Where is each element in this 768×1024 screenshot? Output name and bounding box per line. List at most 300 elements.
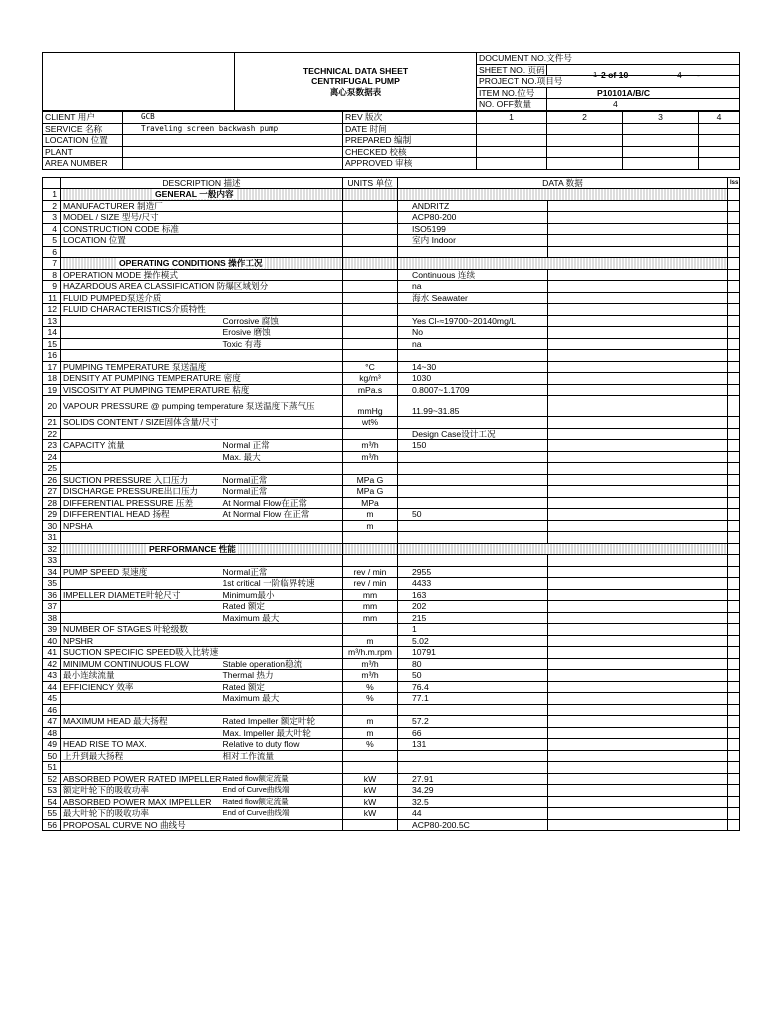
row-description xyxy=(61,762,221,774)
table-row xyxy=(43,762,740,774)
row-units: kW xyxy=(343,773,398,785)
row-iss xyxy=(728,373,740,385)
row-number: 2 xyxy=(43,200,61,212)
table-row xyxy=(43,681,740,693)
table-row xyxy=(43,578,740,590)
row-number: 48 xyxy=(43,727,61,739)
row-units: kW xyxy=(343,785,398,797)
row-value: 0.8007~1.1709 xyxy=(398,384,548,396)
row-iss xyxy=(728,762,740,774)
row-units xyxy=(343,212,398,224)
row-number: 25 xyxy=(43,463,61,475)
row-condition: Rated flow额定流量 xyxy=(221,773,343,785)
row-value xyxy=(398,350,548,362)
row-iss xyxy=(728,520,740,532)
row-condition: Maximum 最大 xyxy=(221,612,343,624)
date-label: DATE 时间 xyxy=(343,123,477,135)
row-description xyxy=(61,428,221,440)
row-units: mm xyxy=(343,601,398,613)
row-iss xyxy=(728,497,740,509)
row-number: 27 xyxy=(43,486,61,498)
row-value xyxy=(398,532,548,544)
row-iss xyxy=(728,269,740,281)
row-value: 10791 xyxy=(398,647,548,659)
row-condition xyxy=(221,635,343,647)
row-value xyxy=(398,750,548,762)
row-value: 77.1 xyxy=(398,693,548,705)
row-units: MPa xyxy=(343,497,398,509)
row-description: MANUFACTURER 制造厂 xyxy=(61,200,221,212)
row-description: PROPOSAL CURVE NO 曲线号 xyxy=(61,819,221,831)
row-value: ISO5199 xyxy=(398,223,548,235)
row-units xyxy=(343,819,398,831)
row-number: 31 xyxy=(43,532,61,544)
row-description: DENSITY AT PUMPING TEMPERATURE 密度 xyxy=(61,373,221,385)
row-value: na xyxy=(398,281,548,293)
row-description xyxy=(61,315,221,327)
row-description xyxy=(61,463,221,475)
row-value: 1 xyxy=(398,624,548,636)
table-row xyxy=(43,532,740,544)
row-iss xyxy=(728,635,740,647)
row-value: 215 xyxy=(398,612,548,624)
row-extra-cell xyxy=(548,361,728,373)
row-number: 29 xyxy=(43,509,61,521)
data-header: DATA 数据 xyxy=(398,177,728,189)
logo-area xyxy=(43,53,235,111)
row-number: 26 xyxy=(43,474,61,486)
table-row xyxy=(43,670,740,682)
row-iss xyxy=(728,474,740,486)
row-number: 52 xyxy=(43,773,61,785)
row-description: CAPACITY 流量 xyxy=(61,440,221,452)
table-row xyxy=(43,463,740,475)
row-value xyxy=(398,497,548,509)
row-units: kW xyxy=(343,796,398,808)
row-iss xyxy=(728,258,740,270)
row-units xyxy=(343,200,398,212)
row-number: 34 xyxy=(43,566,61,578)
row-iss xyxy=(728,292,740,304)
row-iss xyxy=(728,440,740,452)
row-extra-cell xyxy=(548,281,728,293)
row-condition xyxy=(221,292,343,304)
row-description: 上升到最大扬程 xyxy=(61,750,221,762)
table-row xyxy=(43,773,740,785)
row-number: 45 xyxy=(43,693,61,705)
table-row xyxy=(43,474,740,486)
row-units xyxy=(343,235,398,247)
row-iss xyxy=(728,578,740,590)
row-extra-cell xyxy=(548,292,728,304)
row-iss xyxy=(728,384,740,396)
table-row xyxy=(43,601,740,613)
row-extra-cell xyxy=(548,451,728,463)
row-condition: 1st critical 一阶临界转速 xyxy=(221,578,343,590)
row-iss xyxy=(728,819,740,831)
row-iss xyxy=(728,808,740,820)
row-number: 42 xyxy=(43,658,61,670)
row-units: % xyxy=(343,681,398,693)
row-iss xyxy=(728,451,740,463)
sheet-no-label: SHEET NO. 页码 xyxy=(477,64,547,76)
table-row xyxy=(43,223,740,235)
row-number: 6 xyxy=(43,246,61,258)
row-description: EFFICIENCY 效率 xyxy=(61,681,221,693)
row-extra-cell xyxy=(548,315,728,327)
row-units xyxy=(343,281,398,293)
sheet-no-value xyxy=(547,64,740,80)
row-condition: Max. Impeller 最大叶轮 xyxy=(221,727,343,739)
row-number: 17 xyxy=(43,361,61,373)
row-condition: Maximum 最大 xyxy=(221,693,343,705)
document-no-label: DOCUMENT NO.文件号 xyxy=(477,53,740,65)
rev-label: REV 版次 xyxy=(343,111,477,123)
rev-col-1: 1 xyxy=(477,111,547,123)
row-condition xyxy=(221,624,343,636)
row-value: 150 xyxy=(398,440,548,452)
row-units: MPa G xyxy=(343,474,398,486)
row-iss xyxy=(728,647,740,659)
row-value: 2955 xyxy=(398,566,548,578)
prepared-label: PREPARED 编制 xyxy=(343,135,477,147)
row-extra-cell xyxy=(548,417,728,429)
row-description xyxy=(61,601,221,613)
table-row xyxy=(43,612,740,624)
row-description: CONSTRUCTION CODE 标准 xyxy=(61,223,221,235)
section-data-cell xyxy=(398,258,728,270)
row-condition xyxy=(221,555,343,567)
row-units xyxy=(343,304,398,316)
row-condition xyxy=(221,762,343,774)
row-extra-cell xyxy=(548,681,728,693)
row-units xyxy=(343,292,398,304)
row-units: % xyxy=(343,693,398,705)
row-condition: End of Curve曲线端 xyxy=(221,808,343,820)
table-row xyxy=(43,566,740,578)
table-row xyxy=(43,543,740,555)
datasheet xyxy=(42,52,739,831)
row-extra-cell xyxy=(548,704,728,716)
row-iss xyxy=(728,589,740,601)
row-description: NPSHA xyxy=(61,520,221,532)
row-units xyxy=(343,428,398,440)
row-iss xyxy=(728,681,740,693)
section-heading xyxy=(61,189,343,201)
section-data-cell xyxy=(398,189,728,201)
row-number: 37 xyxy=(43,601,61,613)
row-description: FLUID PUMPED泵送介质 xyxy=(61,292,221,304)
row-extra-cell xyxy=(548,739,728,751)
table-row xyxy=(43,727,740,739)
row-number: 15 xyxy=(43,338,61,350)
row-number: 32 xyxy=(43,543,61,555)
row-number: 16 xyxy=(43,350,61,362)
row-value: 4433 xyxy=(398,578,548,590)
sheet-number: 2 of 10 xyxy=(601,69,629,80)
row-iss xyxy=(728,739,740,751)
row-description: DIFFERENTIAL PRESSURE 压差 xyxy=(61,497,221,509)
service-value: Traveling screen backwash pump xyxy=(123,123,343,135)
table-row xyxy=(43,555,740,567)
checked-label: CHECKED 校核 xyxy=(343,146,477,158)
row-description: SUCTION PRESSURE 入口压力 xyxy=(61,474,221,486)
table-row xyxy=(43,808,740,820)
table-row xyxy=(43,246,740,258)
row-extra-cell xyxy=(548,601,728,613)
row-iss xyxy=(728,327,740,339)
row-units xyxy=(343,532,398,544)
row-value xyxy=(398,474,548,486)
row-iss xyxy=(728,750,740,762)
row-condition: At Normal Flow 在正常 xyxy=(221,509,343,521)
table-row xyxy=(43,440,740,452)
row-condition xyxy=(221,350,343,362)
row-description xyxy=(61,532,221,544)
row-value: Continuous 连续 xyxy=(398,269,548,281)
row-condition xyxy=(221,212,343,224)
table-row xyxy=(43,428,740,440)
row-condition xyxy=(221,428,343,440)
table-row xyxy=(43,304,740,316)
title-en-2: CENTRIFUGAL PUMP xyxy=(311,76,400,87)
row-number: 55 xyxy=(43,808,61,820)
row-description: HEAD RISE TO MAX. xyxy=(61,739,221,751)
row-value xyxy=(398,520,548,532)
table-row xyxy=(43,635,740,647)
row-value xyxy=(398,304,548,316)
table-row xyxy=(43,509,740,521)
table-row xyxy=(43,417,740,429)
row-number: 20 xyxy=(43,396,61,417)
table-row xyxy=(43,589,740,601)
header-table xyxy=(42,52,740,111)
row-units: wt% xyxy=(343,417,398,429)
row-iss xyxy=(728,785,740,797)
row-description xyxy=(61,727,221,739)
row-condition: Stable operation稳流 xyxy=(221,658,343,670)
row-value: ACP80-200 xyxy=(398,212,548,224)
row-value: No xyxy=(398,327,548,339)
row-value xyxy=(398,463,548,475)
row-extra-cell xyxy=(548,612,728,624)
row-condition: Normal 正常 xyxy=(221,440,343,452)
row-units: °C xyxy=(343,361,398,373)
table-row xyxy=(43,716,740,728)
row-condition xyxy=(221,417,343,429)
row-condition xyxy=(221,269,343,281)
section-heading xyxy=(61,258,343,270)
row-value: 50 xyxy=(398,509,548,521)
row-extra-cell xyxy=(548,509,728,521)
row-extra-cell xyxy=(548,246,728,258)
section-title: OPERATING CONDITIONS 操作工况 xyxy=(119,258,263,269)
row-description xyxy=(61,338,221,350)
row-iss xyxy=(728,189,740,201)
row-condition xyxy=(221,520,343,532)
row-number: 30 xyxy=(43,520,61,532)
row-iss xyxy=(728,281,740,293)
table-row xyxy=(43,338,740,350)
row-number: 54 xyxy=(43,796,61,808)
row-units xyxy=(343,762,398,774)
row-number: 41 xyxy=(43,647,61,659)
row-extra-cell xyxy=(548,396,728,417)
row-description xyxy=(61,327,221,339)
table-row xyxy=(43,281,740,293)
row-condition: Max. 最大 xyxy=(221,451,343,463)
table-row xyxy=(43,327,740,339)
row-units xyxy=(343,704,398,716)
row-units: m³/h xyxy=(343,451,398,463)
row-value xyxy=(398,704,548,716)
row-condition: Corrosive 腐蚀 xyxy=(221,315,343,327)
sheet-prefix: 1 xyxy=(593,69,598,79)
row-description: LOCATION 位置 xyxy=(61,235,221,247)
row-value: 海水 Seawater xyxy=(398,292,548,304)
row-units xyxy=(343,223,398,235)
row-number: 5 xyxy=(43,235,61,247)
row-condition: Relative to duty flow xyxy=(221,739,343,751)
table-row xyxy=(43,647,740,659)
row-units: kW xyxy=(343,808,398,820)
row-units: mPa.s xyxy=(343,384,398,396)
row-condition: Rated Impeller 额定叶轮 xyxy=(221,716,343,728)
row-number: 8 xyxy=(43,269,61,281)
table-row xyxy=(43,750,740,762)
row-condition xyxy=(221,819,343,831)
row-iss xyxy=(728,601,740,613)
row-iss xyxy=(728,624,740,636)
row-iss xyxy=(728,246,740,258)
item-no-label: ITEM NO.位号 xyxy=(477,87,547,99)
project-no-label: PROJECT NO.项目号 xyxy=(477,76,740,88)
row-condition xyxy=(221,235,343,247)
row-units xyxy=(343,269,398,281)
row-number: 7 xyxy=(43,258,61,270)
row-number: 22 xyxy=(43,428,61,440)
row-extra-cell xyxy=(548,796,728,808)
section-title: GENERAL 一般内容 xyxy=(155,189,234,200)
row-extra-cell xyxy=(548,624,728,636)
row-value: ACP80-200.5C xyxy=(398,819,548,831)
row-description: 最小连续流量 xyxy=(61,670,221,682)
row-condition: End of Curve曲线端 xyxy=(221,785,343,797)
table-row xyxy=(43,235,740,247)
row-extra-cell xyxy=(548,670,728,682)
section-heading xyxy=(61,543,343,555)
row-extra-cell xyxy=(548,428,728,440)
row-extra-cell xyxy=(548,463,728,475)
row-value: 76.4 xyxy=(398,681,548,693)
row-number: 12 xyxy=(43,304,61,316)
row-iss xyxy=(728,543,740,555)
row-extra-cell xyxy=(548,497,728,509)
client-block xyxy=(42,111,740,170)
row-extra-cell xyxy=(548,440,728,452)
row-value xyxy=(398,555,548,567)
units-header: UNITS 单位 xyxy=(343,177,398,189)
title-en-1: TECHNICAL DATA SHEET xyxy=(302,65,409,76)
row-number: 21 xyxy=(43,417,61,429)
row-units xyxy=(343,338,398,350)
row-extra-cell xyxy=(548,474,728,486)
row-number: 24 xyxy=(43,451,61,463)
row-extra-cell xyxy=(548,785,728,797)
row-number: 19 xyxy=(43,384,61,396)
table-row xyxy=(43,497,740,509)
row-iss xyxy=(728,350,740,362)
approved-label: APPROVED 审核 xyxy=(343,158,477,170)
row-condition: Rated 额定 xyxy=(221,681,343,693)
row-iss xyxy=(728,796,740,808)
row-extra-cell xyxy=(548,327,728,339)
row-condition: Erosive 磨蚀 xyxy=(221,327,343,339)
iss-header: Iss xyxy=(728,177,740,189)
table-row xyxy=(43,704,740,716)
no-off-label: NO. OFF数量 xyxy=(477,99,547,111)
row-description xyxy=(61,704,221,716)
row-number: 9 xyxy=(43,281,61,293)
row-number: 46 xyxy=(43,704,61,716)
row-number: 18 xyxy=(43,373,61,385)
section-data-cell xyxy=(398,543,728,555)
row-iss xyxy=(728,658,740,670)
section-units-cell xyxy=(343,258,398,270)
row-extra-cell xyxy=(548,808,728,820)
row-value: 34.29 xyxy=(398,785,548,797)
row-extra-cell xyxy=(548,384,728,396)
row-value: 202 xyxy=(398,601,548,613)
row-number: 36 xyxy=(43,589,61,601)
description-header: DESCRIPTION 描述 xyxy=(61,177,343,189)
table-row xyxy=(43,189,740,201)
row-condition: At Normal Flow在正常 xyxy=(221,497,343,509)
row-extra-cell xyxy=(548,635,728,647)
header-blank xyxy=(43,177,61,189)
table-row xyxy=(43,200,740,212)
row-iss xyxy=(728,486,740,498)
row-extra-cell xyxy=(548,486,728,498)
table-row xyxy=(43,739,740,751)
row-extra-cell xyxy=(548,819,728,831)
row-description: NUMBER OF STAGES 叶轮级数 xyxy=(61,624,221,636)
row-units xyxy=(343,315,398,327)
row-units: mmHg xyxy=(343,396,398,417)
row-value: 32.5 xyxy=(398,796,548,808)
table-row xyxy=(43,269,740,281)
row-value: ANDRITZ xyxy=(398,200,548,212)
row-iss xyxy=(728,338,740,350)
row-condition: Rated 额定 xyxy=(221,601,343,613)
rev-col-4: 4 xyxy=(699,111,740,123)
row-description: FLUID CHARACTERISTICS介质特性 xyxy=(61,304,221,316)
row-extra-cell xyxy=(548,750,728,762)
row-description: NPSHR xyxy=(61,635,221,647)
table-row xyxy=(43,658,740,670)
row-condition xyxy=(221,463,343,475)
row-value: 50 xyxy=(398,670,548,682)
row-condition: Thermal 热力 xyxy=(221,670,343,682)
row-description: MINIMUM CONTINUOUS FLOW xyxy=(61,658,221,670)
row-extra-cell xyxy=(548,304,728,316)
row-value: 11.99~31.85 xyxy=(398,396,548,417)
row-value: 131 xyxy=(398,739,548,751)
item-no-value: P10101A/B/C xyxy=(547,87,740,99)
row-condition xyxy=(221,361,343,373)
row-units xyxy=(343,350,398,362)
row-iss xyxy=(728,235,740,247)
